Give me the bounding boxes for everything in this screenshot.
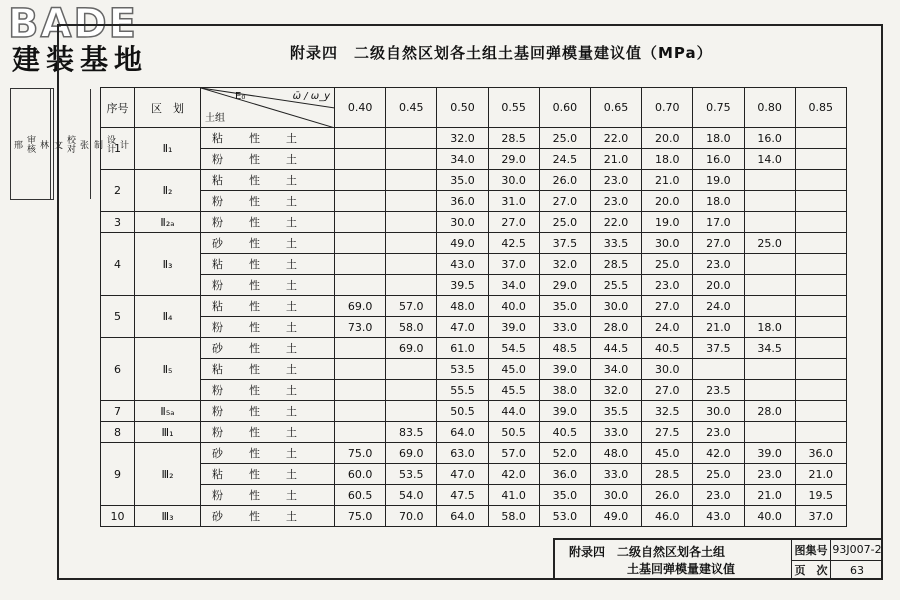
page-label: 页 次 xyxy=(792,561,831,581)
modulus-value: 21.0 xyxy=(795,464,846,485)
modulus-value: 55.5 xyxy=(437,380,488,401)
modulus-value: 35.0 xyxy=(539,485,590,506)
row-seq: 6 xyxy=(101,338,135,401)
atlas-number: 93J007-2 xyxy=(832,543,882,557)
modulus-value: 48.0 xyxy=(437,296,488,317)
table-row xyxy=(101,128,847,149)
modulus-value xyxy=(335,191,386,212)
modulus-value: 58.0 xyxy=(386,317,437,338)
modulus-value: 23.0 xyxy=(590,191,641,212)
table-row xyxy=(101,401,847,422)
modulus-value xyxy=(795,317,846,338)
modulus-value: 39.0 xyxy=(488,317,539,338)
modulus-value: 45.0 xyxy=(642,443,693,464)
page-row xyxy=(792,561,883,581)
row-region: Ⅲ₃ xyxy=(135,506,201,527)
header-ratio-value: 0.50 xyxy=(437,88,488,128)
page-title: 附录四 二级自然区划各土组土基回弹模量建议值（MPa） xyxy=(290,44,713,62)
table-row xyxy=(101,338,847,359)
header-ratio-value: 0.75 xyxy=(693,88,744,128)
modulus-value: 29.0 xyxy=(539,275,590,296)
modulus-value: 21.0 xyxy=(642,170,693,191)
modulus-value: 63.0 xyxy=(437,443,488,464)
modulus-value: 42.5 xyxy=(488,233,539,254)
approval-col: 张 校对 文 xyxy=(51,89,91,199)
modulus-value xyxy=(744,380,795,401)
modulus-value: 37.5 xyxy=(539,233,590,254)
modulus-value xyxy=(335,170,386,191)
modulus-value: 25.0 xyxy=(642,254,693,275)
modulus-value xyxy=(795,233,846,254)
modulus-value: 28.5 xyxy=(488,128,539,149)
table-row xyxy=(101,233,847,254)
modulus-value: 37.0 xyxy=(488,254,539,275)
modulus-value: 25.0 xyxy=(539,128,590,149)
title-block-meta xyxy=(792,540,883,580)
table-row xyxy=(101,170,847,191)
row-region: Ⅱ₂ₐ xyxy=(135,212,201,233)
modulus-value: 44.5 xyxy=(590,338,641,359)
row-soil-group: 粘性土 xyxy=(201,464,335,485)
modulus-value: 50.5 xyxy=(437,401,488,422)
table-row xyxy=(101,149,847,170)
modulus-value: 23.0 xyxy=(693,485,744,506)
modulus-value xyxy=(335,233,386,254)
modulus-value: 37.0 xyxy=(795,506,846,527)
modulus-value xyxy=(744,191,795,212)
table-row xyxy=(101,191,847,212)
modulus-value xyxy=(386,401,437,422)
modulus-value: 52.0 xyxy=(539,443,590,464)
modulus-value xyxy=(386,359,437,380)
row-soil-group: 粉性土 xyxy=(201,149,335,170)
header-ratio-value: 0.55 xyxy=(488,88,539,128)
title-block-line1: 附录四 二级自然区划各土组 xyxy=(569,545,726,559)
modulus-value xyxy=(795,359,846,380)
modulus-value xyxy=(795,380,846,401)
row-soil-group: 砂性土 xyxy=(201,233,335,254)
table-body xyxy=(101,128,847,527)
modulus-value: 40.5 xyxy=(642,338,693,359)
header-ratio-value: 0.45 xyxy=(386,88,437,128)
modulus-value: 26.0 xyxy=(539,170,590,191)
modulus-value: 28.5 xyxy=(642,464,693,485)
modulus-value: 24.0 xyxy=(693,296,744,317)
modulus-value: 57.0 xyxy=(386,296,437,317)
modulus-value xyxy=(335,149,386,170)
modulus-value: 36.0 xyxy=(795,443,846,464)
logo-latin: BADE xyxy=(8,1,138,47)
modulus-value: 25.0 xyxy=(693,464,744,485)
modulus-value: 20.0 xyxy=(693,275,744,296)
row-soil-group: 粉性土 xyxy=(201,422,335,443)
modulus-value: 39.0 xyxy=(539,359,590,380)
row-seq: 3 xyxy=(101,212,135,233)
row-soil-group: 粉性土 xyxy=(201,401,335,422)
modulus-value xyxy=(744,170,795,191)
modulus-value: 30.0 xyxy=(642,233,693,254)
header-ratio-value: 0.70 xyxy=(642,88,693,128)
modulus-value: 23.0 xyxy=(693,422,744,443)
modulus-value: 33.0 xyxy=(590,464,641,485)
modulus-value: 34.5 xyxy=(744,338,795,359)
modulus-value: 46.0 xyxy=(642,506,693,527)
modulus-value: 50.5 xyxy=(488,422,539,443)
modulus-value: 23.0 xyxy=(642,275,693,296)
modulus-value xyxy=(795,149,846,170)
modulus-value: 33.0 xyxy=(590,422,641,443)
title-block-name xyxy=(555,540,792,580)
modulus-value: 33.0 xyxy=(539,317,590,338)
row-seq: 5 xyxy=(101,296,135,338)
modulus-value xyxy=(795,422,846,443)
row-soil-group: 粘性土 xyxy=(201,296,335,317)
modulus-value: 25.0 xyxy=(744,233,795,254)
modulus-value: 32.0 xyxy=(539,254,590,275)
table-row xyxy=(101,296,847,317)
modulus-value: 27.0 xyxy=(539,191,590,212)
header-ratio: ω̄ / ω_y xyxy=(292,91,330,102)
modulus-value: 35.0 xyxy=(437,170,488,191)
modulus-value: 39.0 xyxy=(744,443,795,464)
modulus-value xyxy=(744,275,795,296)
header-ratio-value: 0.60 xyxy=(539,88,590,128)
modulus-value: 21.0 xyxy=(693,317,744,338)
modulus-value: 54.0 xyxy=(386,485,437,506)
row-seq: 1 xyxy=(101,128,135,170)
modulus-value: 27.0 xyxy=(693,233,744,254)
header-e0: E₀ xyxy=(235,91,246,102)
modulus-value: 30.0 xyxy=(437,212,488,233)
header-diagonal-cell xyxy=(201,88,335,128)
modulus-value: 19.0 xyxy=(642,212,693,233)
modulus-value xyxy=(335,212,386,233)
modulus-value: 22.0 xyxy=(590,128,641,149)
row-soil-group: 粉性土 xyxy=(201,275,335,296)
modulus-value xyxy=(795,401,846,422)
row-seq: 10 xyxy=(101,506,135,527)
row-seq: 8 xyxy=(101,422,135,443)
modulus-value: 54.5 xyxy=(488,338,539,359)
modulus-value: 18.0 xyxy=(693,128,744,149)
modulus-value: 16.0 xyxy=(744,128,795,149)
modulus-value: 45.0 xyxy=(488,359,539,380)
modulus-value: 23.5 xyxy=(693,380,744,401)
modulus-value: 75.0 xyxy=(335,443,386,464)
modulus-value: 28.0 xyxy=(590,317,641,338)
modulus-value: 14.0 xyxy=(744,149,795,170)
modulus-value: 47.0 xyxy=(437,317,488,338)
page-number: 63 xyxy=(850,563,864,577)
modulus-value: 22.0 xyxy=(590,212,641,233)
modulus-value: 47.5 xyxy=(437,485,488,506)
modulus-value: 18.0 xyxy=(693,191,744,212)
row-soil-group: 粉性土 xyxy=(201,380,335,401)
row-soil-group: 粘性土 xyxy=(201,128,335,149)
modulus-value: 53.5 xyxy=(386,464,437,485)
modulus-value: 21.0 xyxy=(744,485,795,506)
modulus-value: 25.5 xyxy=(590,275,641,296)
modulus-value: 69.0 xyxy=(386,443,437,464)
modulus-value: 40.5 xyxy=(539,422,590,443)
modulus-value: 73.0 xyxy=(335,317,386,338)
modulus-value xyxy=(335,422,386,443)
modulus-value: 35.0 xyxy=(539,296,590,317)
approval-col: 林 审核 邢 xyxy=(11,89,51,199)
table-row xyxy=(101,485,847,506)
approval-col: 计 设计 制 xyxy=(92,135,128,153)
modulus-value: 36.0 xyxy=(539,464,590,485)
row-soil-group: 粉性土 xyxy=(201,212,335,233)
row-soil-group: 粉性土 xyxy=(201,191,335,212)
table-row xyxy=(101,212,847,233)
row-region: Ⅱ₃ xyxy=(135,233,201,296)
modulus-value: 30.0 xyxy=(590,296,641,317)
modulus-value xyxy=(795,296,846,317)
modulus-value: 27.0 xyxy=(488,212,539,233)
modulus-value: 25.0 xyxy=(539,212,590,233)
logo-cn: 建装基地 xyxy=(12,43,149,76)
modulus-value xyxy=(744,212,795,233)
modulus-value: 29.0 xyxy=(488,149,539,170)
modulus-value: 64.0 xyxy=(437,422,488,443)
modulus-value: 39.5 xyxy=(437,275,488,296)
modulus-value xyxy=(386,128,437,149)
modulus-value: 45.5 xyxy=(488,380,539,401)
modulus-value: 61.0 xyxy=(437,338,488,359)
modulus-value xyxy=(335,275,386,296)
modulus-value: 28.0 xyxy=(744,401,795,422)
modulus-value xyxy=(386,233,437,254)
modulus-value xyxy=(386,254,437,275)
modulus-value: 53.5 xyxy=(437,359,488,380)
modulus-value xyxy=(795,212,846,233)
row-soil-group: 粘性土 xyxy=(201,254,335,275)
table-row xyxy=(101,359,847,380)
modulus-value: 60.5 xyxy=(335,485,386,506)
modulus-value xyxy=(335,128,386,149)
modulus-value: 44.0 xyxy=(488,401,539,422)
modulus-value: 36.0 xyxy=(437,191,488,212)
modulus-value: 43.0 xyxy=(693,506,744,527)
header-ratio-value: 0.85 xyxy=(795,88,846,128)
modulus-value: 27.5 xyxy=(642,422,693,443)
modulus-value: 41.0 xyxy=(488,485,539,506)
modulus-value: 30.0 xyxy=(488,170,539,191)
modulus-value: 57.0 xyxy=(488,443,539,464)
table-row xyxy=(101,254,847,275)
row-region: Ⅱ₂ xyxy=(135,170,201,212)
modulus-value: 23.0 xyxy=(590,170,641,191)
modulus-table xyxy=(100,87,847,527)
modulus-value: 58.0 xyxy=(488,506,539,527)
modulus-value xyxy=(386,212,437,233)
modulus-value: 32.0 xyxy=(590,380,641,401)
row-soil-group: 砂性土 xyxy=(201,443,335,464)
modulus-value xyxy=(744,422,795,443)
modulus-value xyxy=(386,380,437,401)
table-row xyxy=(101,380,847,401)
modulus-value xyxy=(335,401,386,422)
modulus-value: 35.5 xyxy=(590,401,641,422)
modulus-value xyxy=(744,254,795,275)
row-soil-group: 粘性土 xyxy=(201,170,335,191)
row-region: Ⅱ₁ xyxy=(135,128,201,170)
modulus-value xyxy=(693,359,744,380)
modulus-value: 53.0 xyxy=(539,506,590,527)
header-ratio-value: 0.40 xyxy=(335,88,386,128)
header-ratio-value: 0.80 xyxy=(744,88,795,128)
modulus-value: 49.0 xyxy=(590,506,641,527)
row-region: Ⅲ₁ xyxy=(135,422,201,443)
row-region: Ⅲ₂ xyxy=(135,443,201,506)
modulus-value: 24.0 xyxy=(642,317,693,338)
modulus-value: 34.0 xyxy=(590,359,641,380)
modulus-value: 18.0 xyxy=(744,317,795,338)
table-row xyxy=(101,464,847,485)
modulus-value: 42.0 xyxy=(488,464,539,485)
modulus-value: 30.0 xyxy=(693,401,744,422)
modulus-value: 70.0 xyxy=(386,506,437,527)
modulus-value: 69.0 xyxy=(386,338,437,359)
title-block xyxy=(553,538,883,580)
modulus-value xyxy=(335,338,386,359)
modulus-value xyxy=(795,338,846,359)
row-seq: 7 xyxy=(101,401,135,422)
modulus-value: 38.0 xyxy=(539,380,590,401)
modulus-value xyxy=(335,359,386,380)
row-soil-group: 粉性土 xyxy=(201,485,335,506)
modulus-value: 34.0 xyxy=(488,275,539,296)
modulus-value: 24.5 xyxy=(539,149,590,170)
modulus-value: 31.0 xyxy=(488,191,539,212)
modulus-value xyxy=(795,128,846,149)
modulus-value: 28.5 xyxy=(590,254,641,275)
modulus-value: 20.0 xyxy=(642,128,693,149)
header-region: 区 划 xyxy=(135,88,201,128)
atlas-label: 图集号 xyxy=(792,540,831,560)
modulus-value: 19.0 xyxy=(693,170,744,191)
table-header-row xyxy=(101,88,847,128)
table-row xyxy=(101,317,847,338)
modulus-value: 33.5 xyxy=(590,233,641,254)
header-soil-group: 土组 xyxy=(205,113,225,124)
table-row xyxy=(101,422,847,443)
modulus-value: 21.0 xyxy=(590,149,641,170)
row-soil-group: 砂性土 xyxy=(201,506,335,527)
modulus-value xyxy=(386,149,437,170)
modulus-value: 48.5 xyxy=(539,338,590,359)
modulus-value: 17.0 xyxy=(693,212,744,233)
modulus-value: 32.0 xyxy=(437,128,488,149)
row-seq: 9 xyxy=(101,443,135,506)
modulus-value xyxy=(335,254,386,275)
modulus-value: 40.0 xyxy=(488,296,539,317)
modulus-value: 34.0 xyxy=(437,149,488,170)
row-soil-group: 粉性土 xyxy=(201,317,335,338)
modulus-value: 27.0 xyxy=(642,296,693,317)
header-seq: 序号 xyxy=(101,88,135,128)
modulus-value: 23.0 xyxy=(744,464,795,485)
modulus-value: 60.0 xyxy=(335,464,386,485)
modulus-value: 42.0 xyxy=(693,443,744,464)
modulus-value: 32.5 xyxy=(642,401,693,422)
modulus-value: 40.0 xyxy=(744,506,795,527)
modulus-value xyxy=(744,296,795,317)
row-region: Ⅱ₅ xyxy=(135,338,201,401)
modulus-value: 19.5 xyxy=(795,485,846,506)
title-block-line2: 土基回弹模量建议值 xyxy=(627,562,736,576)
row-region: Ⅱ₅ₐ xyxy=(135,401,201,422)
modulus-value: 47.0 xyxy=(437,464,488,485)
row-seq: 2 xyxy=(101,170,135,212)
modulus-value xyxy=(795,254,846,275)
modulus-value: 18.0 xyxy=(642,149,693,170)
modulus-value: 75.0 xyxy=(335,506,386,527)
modulus-value xyxy=(335,380,386,401)
modulus-value xyxy=(795,275,846,296)
modulus-value xyxy=(744,359,795,380)
table-row xyxy=(101,275,847,296)
row-region: Ⅱ₄ xyxy=(135,296,201,338)
modulus-value xyxy=(386,191,437,212)
row-soil-group: 砂性土 xyxy=(201,338,335,359)
header-ratio-value: 0.65 xyxy=(590,88,641,128)
modulus-value: 69.0 xyxy=(335,296,386,317)
modulus-value: 16.0 xyxy=(693,149,744,170)
table-row xyxy=(101,506,847,527)
modulus-value xyxy=(795,170,846,191)
modulus-value: 39.0 xyxy=(539,401,590,422)
modulus-value: 30.0 xyxy=(590,485,641,506)
row-seq: 4 xyxy=(101,233,135,296)
row-soil-group: 粘性土 xyxy=(201,359,335,380)
modulus-value: 23.0 xyxy=(693,254,744,275)
modulus-value: 37.5 xyxy=(693,338,744,359)
modulus-value: 27.0 xyxy=(642,380,693,401)
modulus-value: 20.0 xyxy=(642,191,693,212)
modulus-value: 26.0 xyxy=(642,485,693,506)
modulus-value: 83.5 xyxy=(386,422,437,443)
modulus-value: 49.0 xyxy=(437,233,488,254)
table-row xyxy=(101,443,847,464)
modulus-value xyxy=(386,170,437,191)
modulus-value: 30.0 xyxy=(642,359,693,380)
modulus-value: 64.0 xyxy=(437,506,488,527)
atlas-row xyxy=(792,540,883,561)
modulus-value: 43.0 xyxy=(437,254,488,275)
modulus-value xyxy=(795,191,846,212)
modulus-value: 48.0 xyxy=(590,443,641,464)
modulus-value xyxy=(386,275,437,296)
